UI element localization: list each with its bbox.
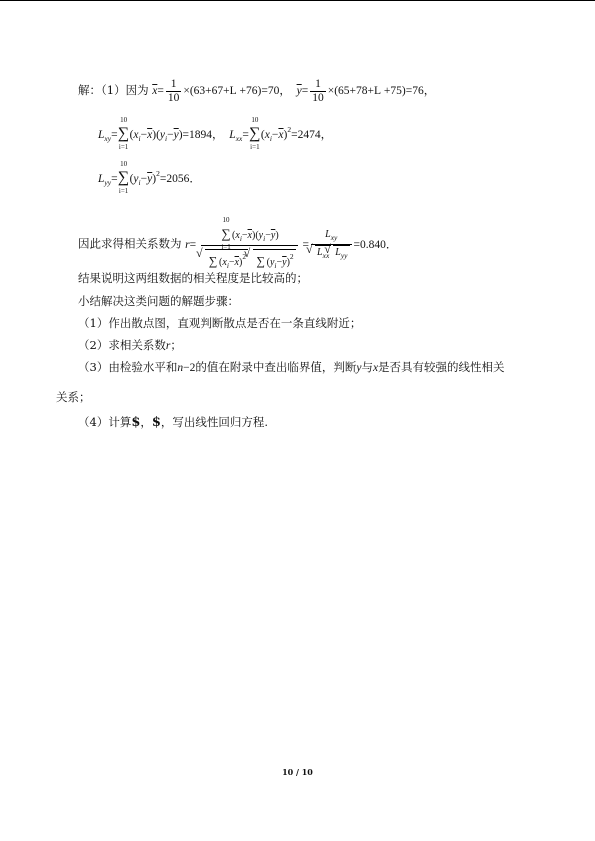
xbar-formula: $\overline{x}=$ $\frac{1}{10}$ ×(63+67+L +76)=70， $\overline{y}=$ $\frac{1}{10}$ ×(65+78+L +75)=76， [152,78,436,104]
step3-a: （3）由检验水平和 [78,360,178,374]
r-intro: 因此求得相关系数为 [78,236,182,251]
step2-suffix: ； [170,338,182,352]
step1-text: （1）作出散点图，直观判断散点是否在一条直线附近； [78,316,362,330]
page-number: 10 / 10 [282,767,313,777]
b-hat-icon: $ [151,415,161,430]
step3-line [78,359,505,376]
step4-line: （4）计算$，$，写出线性回归方程. [78,415,269,430]
step3-b: 的值在附录中查出临界值，判断 [195,360,357,374]
part1-label: （1）因为 [101,83,149,98]
r-formula: r= ∑ 10 i=1 $(x_i-\overline{x})(y_i-\overline{y})$ √ ∑ $(x_i-\overline{x})^2$ √ ∑ $(y_i-\overline{y})^2$ = $L_{xy}$ √ $L_{xx}$ √ $L_{yy}$ =0.840． [185,239,397,251]
lxy-lxx-formulas: $L_{xy}=\sum$ 10 i=1 $(x_i-\overline{x})(y_i-\overline{y})=1894$， $L_{xx}=\sum$ 10 i=1 $(x_i-\overline{x})^2=2474$， [98,116,333,151]
step4-a: （4）计算 [78,415,132,429]
lyy-formula: $L_{yy}=\sum$ 10 i=1 $(y_i-\overline{y})^2=2056$． [98,160,201,195]
solution-label: 解： [78,83,101,98]
top-border [0,0,595,1]
step3-wrap: 关系； [56,390,91,404]
r-formula-line [78,218,397,272]
r-symbol: r [165,340,171,352]
step4-b: ，写出线性回归方程. [160,415,269,429]
step2-prefix: （2）求相关系数 [78,338,166,352]
solution-line-1 [78,78,435,105]
step3-d: 是否具有较强的线性相关 [378,360,505,374]
x-symbol: x [372,362,379,374]
step2-line [78,337,182,354]
step3-c: 与 [361,360,373,374]
conclusion-text: 结果说明这两组数据的相关程度是比较高的； [78,271,308,285]
y-symbol: y [356,362,362,374]
summary-text: 小结解决这类问题的解题步骤： [78,294,239,308]
a-hat-icon: $ [131,415,141,430]
n-minus-2: n−2 [177,362,196,374]
